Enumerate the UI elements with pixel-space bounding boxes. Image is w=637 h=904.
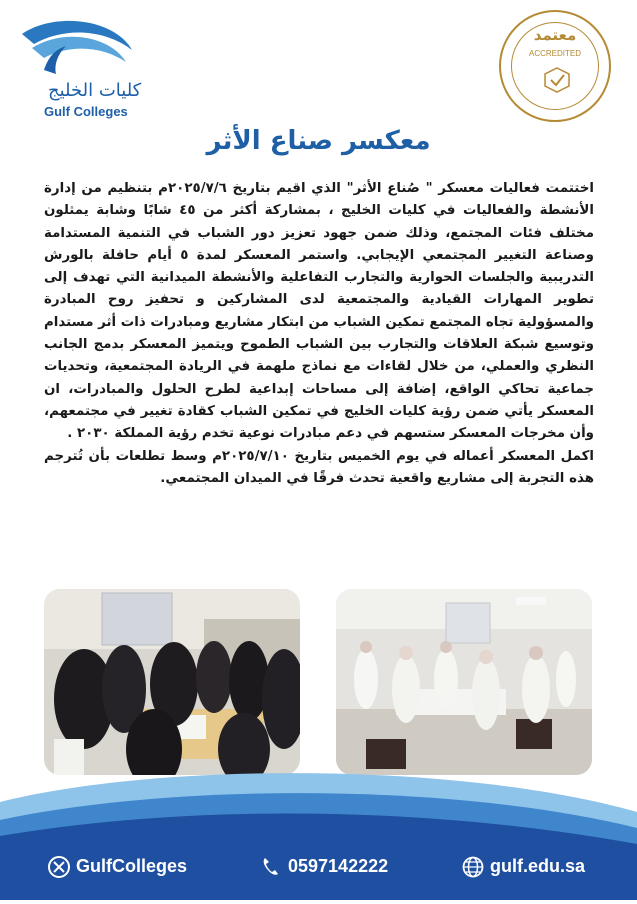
phone-number: 0597142222 bbox=[288, 856, 389, 876]
footer-phone[interactable] bbox=[260, 853, 388, 879]
page-title: معكسر صناع الأثر bbox=[206, 126, 431, 156]
article-body bbox=[44, 178, 594, 490]
phone-icon bbox=[260, 856, 282, 878]
seal-arabic-label: معتمد bbox=[533, 26, 577, 44]
photo-women-workshop bbox=[44, 589, 300, 775]
globe-icon bbox=[462, 856, 484, 878]
footer-band bbox=[0, 772, 637, 900]
accreditation-mark-icon bbox=[542, 66, 572, 94]
seal-english-label: ACCREDITED bbox=[528, 49, 581, 58]
footer-website[interactable] bbox=[462, 853, 585, 879]
gulf-colleges-logo bbox=[14, 14, 164, 124]
logo-english-name: Gulf Colleges bbox=[44, 104, 128, 119]
article-paragraph-2: اكمل المعسكر أعماله في يوم الخميس بتاريخ ٢٠٢٥/٧/١٠م وسط تطلعات بأن تُترجم هذه التجربة إلى مشاريع واقعية تحدث فرقًا في الميدان المجتمعي. bbox=[44, 448, 594, 486]
article-paragraph-1: اختتمت فعاليات معسكر " صُناع الأثر" الذي اقيم بتاريخ ٢٠٢٥/٧/٦م بتنظيم من إدارة الأنشطة والفعاليات في كليات الخليج ، بمشاركة أكثر من ٤٥ شابًا وشابة يمثلون مختلف فئات المجتمع، وذلك ضمن جهود تعزيز دور الشباب في التنمية المستدامة وصناعة التغيير المجتمعي الإيجابي. واستمر المعسكر لمدة ٥ أيام حافلة بالورش التدريبية والجلسات الحوارية والتجارب التفاعلية والأنشطة الميدانية التي تهدف إلى تطوير المهارات القيادية والمجتمعية لدى المشاركين و تحفيز روح المبادرة والمسؤولية تجاه المجتمع تمكين الشباب من ابتكار مشاريع ومبادرات ذات أثر مستدام وتوسيع شبكة العلاقات والتجارب بين الشباب الطموح ويتميز المعسكر بدمج الجانب النظري والعملي، من خلال لقاءات مع نماذج ملهمة في الريادة المجتمعية، وتحديات جماعية تحاكي الواقع، إضافة إلى مساحات إبداعية لطرح الحلول والمبادرات، ان المعسكر يأتي ضمن رؤية كليات الخليج في تمكين الشباب كقادة تغيير في مجتمعهم، وأن مخرجات المعسكر ستسهم في دعم مبادرات نوعية تخدم رؤية المملكة ٢٠٣٠ . bbox=[43, 181, 595, 442]
accreditation-seal bbox=[499, 10, 611, 122]
social-handle: GulfColleges bbox=[76, 856, 188, 876]
footer-social[interactable] bbox=[48, 853, 187, 879]
website-url: gulf.edu.sa bbox=[490, 856, 586, 876]
photo-men-workshop bbox=[336, 589, 592, 775]
logo-arabic-name: كليات الخليج bbox=[48, 80, 142, 101]
wave-logo-icon bbox=[14, 14, 164, 84]
x-social-icon bbox=[48, 856, 70, 878]
